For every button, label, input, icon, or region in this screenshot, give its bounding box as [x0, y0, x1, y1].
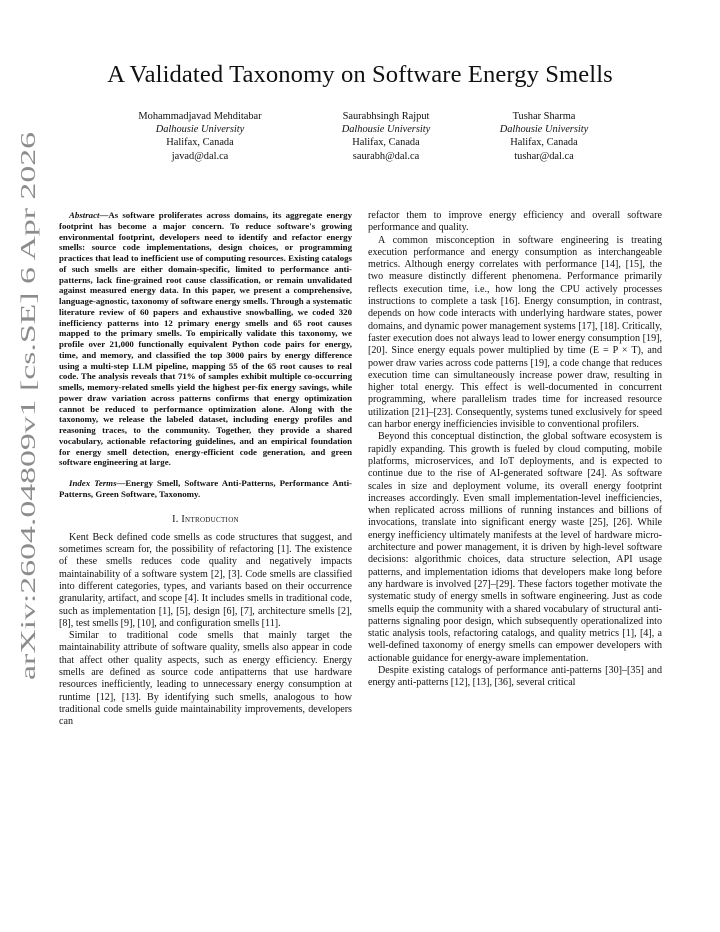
author-card: [444, 110, 644, 163]
arxiv-stamp-text: arXiv:2604.04809v1 [cs.SE] 6 Apr 2026: [16, 331, 40, 680]
index-terms-text: —Energy Smell, Software Anti-Patterns, Performance Anti-Patterns, Green Software, Taxonomy.: [59, 478, 352, 499]
author-card: [100, 110, 300, 163]
author-name: Saurabhsingh Rajput: [342, 111, 430, 122]
body-paragraph: refactor them to improve energy efficiency and overall software performance and quality.: [368, 210, 662, 234]
author-affiliation: Dalhousie University: [499, 124, 589, 136]
author-affiliation: Dalhousie University: [341, 124, 431, 136]
index-terms: [59, 478, 352, 500]
paper-title: A Validated Taxonomy on Software Energy Smells: [107, 61, 613, 88]
author-location: Halifax, Canada: [510, 137, 578, 149]
left-column: [59, 210, 352, 729]
section-heading: I. Introduction: [172, 513, 239, 525]
abstract-text: —As software proliferates across domains, its aggregate energy footprint has become a major concern. To reduce software's growing environmental footprint, developers need to identify and refactor energy smells: source code implementations, design choices, or programming practices that lead to inefficient use of computing resources. Existing catalogs of such smells are either domain-specific, limited to performance anti-patterns, lack fine-grained root cause classification, or remain unvalidated against measured energy data. In this paper, we present a comprehensive, language-agnostic, taxonomy of software energy smells. Through a systematic literature review of 60 papers and exhaustive snowballing, we coded 320 inefficiency patterns into 12 primary energy smells and 65 root causes mapped to the primary smells. To empirically validate this taxonomy, we profile over 21,000 functionally equivalent Python code pairs for energy, time, and memory, and classified the top 3000 pairs by energy difference using a multi-step LLM pipeline, mapping 55 of the 65 root causes to real code. The analysis reveals that 71% of samples exhibit multiple co-occurring smells, memory-related smells yield the highest per-fix energy savings, while power draw variation across patterns confirms that energy optimization cannot be reduced to performance optimization alone. Along with the taxonomy, we release the labeled dataset, including energy profiles and reasoning traces, to the community. Together, they provide a shared vocabulary, actionable refactoring guidelines, and an empirical foundation for energy smell detection, energy-efficient code generation, and green software engineering at large.: [59, 210, 352, 468]
author-name: Mohammadjavad Mehditabar: [138, 111, 262, 122]
author-location: Halifax, Canada: [166, 137, 234, 149]
body-paragraph: Similar to traditional code smells that mainly target the maintainability attribute of software quality, smells also appear in code that affect other quality aspects, such as energy efficiency. Energy smells are defined as source code antipatterns that use hardware resources inefficiently, leading to unnecessary energy consumption at runtime [12], [13]. By identifying such smells, analogous to how traditional code smells guide maintainability improvements, developers can: [59, 630, 352, 728]
author-name: Tushar Sharma: [512, 111, 576, 122]
author-affiliation: Dalhousie University: [155, 124, 245, 136]
body-paragraph: Beyond this conceptual distinction, the global software ecosystem is rapidly expanding. This growth is fueled by cloud computing, mobile platforms, microservices, and IoT deployments, and is expected to continue due to the rise of AI-generated software [24]. As software scales in size and deployment volume, its overall energy footprint increases accordingly. Even small implementation-level inefficiencies, when replicated across millions of running instances and billions of invocations, translate into significant energy waste [25], [26]. While energy inefficiency ultimately manifests at the level of hardware micro-architecture and power management, it is driven by high-level software decisions: algorithmic choices, data structure selection, API usage patterns, and implementation idioms that developers make long before any hardware is involved [27]–[29]. These factors together motivate the systematic study of energy smells in software engineering. Just as code smells equip the community with a shared vocabulary of structural anti-patterns signaling poor design, which subsequently operationalized into static analysis tools, refactoring catalogs, and quality metrics [1], [4], a well-defined taxonomy of energy smells can empower developers with actionable guidance for energy-aware implementation.: [368, 431, 662, 664]
author-email: javad@dal.ca: [171, 150, 229, 162]
abstract-lead: Abstract: [69, 210, 100, 220]
abstract: [59, 210, 352, 468]
arxiv-stamp: [4, 120, 48, 680]
body-paragraph: A common misconception in software engineering is treating execution performance and energy consumption as interchangeable metrics. Although energy correlates with performance [14], [15], the two measure distinctly different phenomena. Performance primarily reflects execution time, i.e., how long the CPU actively processes instructions to complete a task [16]. Energy consumption, in contrast, depends on how code interacts with underlying hardware states, power domains, and dynamic power management systems [17], [18]. Critically, faster execution does not always lead to lower energy consumption [19], [20]. Since energy equals power multiplied by time (E = P × T), and power draw varies across code patterns [19], a code change that reduces execution time can simultaneously increase power draw, resulting in higher total energy. This effect is well-documented in concurrent programming, where parallelism trades time for increased resource utilization [21]–[23]. Consequently, systems tuned exclusively for speed can harbor energy inefficiencies invisible to conventional profilers.: [368, 234, 662, 431]
author-location: Halifax, Canada: [352, 137, 420, 149]
body-paragraph: Kent Beck defined code smells as code structures that suggest, and sometimes scream for, the possibility of refactoring [1]. The existence of these smells reduces code quality and negatively impacts maintainability of a software system [2], [3]. Code smells are classified into different categories, types, and variants based on their occurrence granularity, artifact, and scope [4]. It includes smells in traditional code, such as implementation [1], [5], design [6], [7], architecture smells [2], [8], test smells [9], [10], and configuration smells [11].: [59, 531, 352, 629]
author-email: saurabh@dal.ca: [352, 150, 420, 162]
author-email: tushar@dal.ca: [514, 150, 574, 162]
right-column: [368, 210, 662, 690]
body-paragraph: Despite existing catalogs of performance anti-patterns [30]–[35] and energy anti-patterns [12], [13], [36], several critical: [368, 664, 662, 689]
index-terms-lead: Index Terms: [69, 478, 117, 488]
